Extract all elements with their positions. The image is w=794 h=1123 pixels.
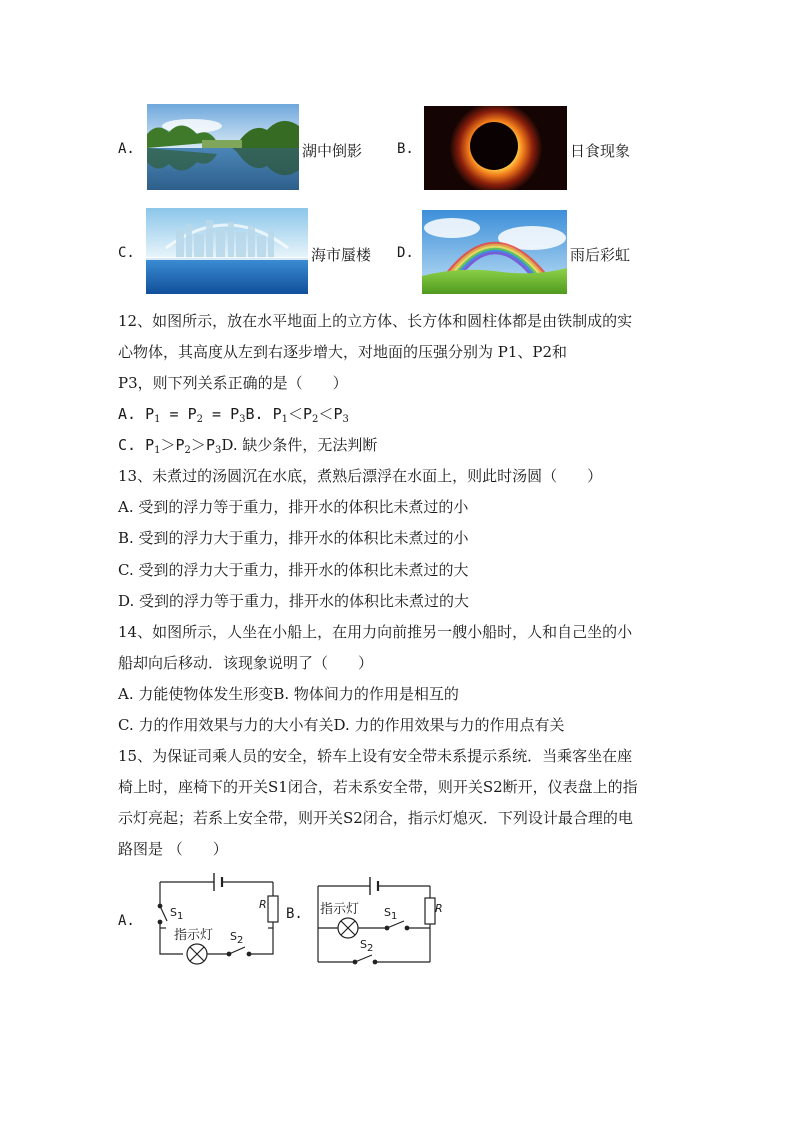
q12-option-a: A. $P_1 = P_2 = P_3B$. $P_1<P_2<P_3$: [118, 405, 349, 425]
option-d-caption: 雨后彩虹: [570, 246, 631, 264]
circuit-b-s2-label: $S_2$: [360, 938, 374, 954]
q13-option-c: C. 受到的浮力大于重力，排开水的体积比未煮过的大: [118, 561, 469, 579]
option-d-letter: D.: [397, 245, 414, 261]
option-c-letter: C.: [118, 245, 135, 261]
mirage-city-photo: [146, 208, 308, 294]
circuit-diagram-b: [308, 874, 443, 970]
q12-line-1: 12、如图所示，放在水平地面上的立方体、长方体和圆柱体都是由铁制成的实: [118, 312, 633, 330]
q15-line-1: 15、为保证司乘人员的安全，轿车上设有安全带未系提示系统．当乘客坐在座: [118, 747, 633, 765]
q14-line-3: A. 力能使物体发生形变B. 物体间力的作用是相互的: [118, 685, 459, 703]
circuit-b-lamp-label: 指示灯: [320, 902, 360, 917]
q13-option-a: A. 受到的浮力等于重力，排开水的体积比未煮过的小: [118, 498, 469, 516]
q15-line-3: 示灯亮起；若系上安全带，则开关S2闭合，指示灯熄灭．下列设计最合理的电: [118, 809, 633, 827]
q12-line-2: 心物体，其高度从左到右逐步增大，对地面的压强分别为 P1、P2和: [118, 343, 568, 361]
q14-line-2: 船却向后移动．该现象说明了（ ）: [118, 654, 374, 672]
q15-line-2: 椅上时，座椅下的开关S1闭合，若未系安全带，则开关S2断开，仪表盘上的指: [118, 778, 638, 796]
circuit-b-r-label: R: [435, 902, 443, 915]
q12-option-c: C. $P_1>P_2>P_3D$. 缺少条件，无法判断: [118, 436, 378, 456]
q15-line-4: 路图是 （ ）: [118, 840, 228, 858]
circuit-a-s2-label: $S_2$: [230, 930, 244, 946]
q13-stem: 13、未煮过的汤圆沉在水底，煮熟后漂浮在水面上，则此时汤圆（ ）: [118, 467, 603, 485]
option-b-caption: 日食现象: [570, 142, 631, 160]
circuit-diagram-a: [152, 868, 284, 966]
option-c-caption: 海市蜃楼: [311, 246, 372, 264]
option-b-letter: B.: [397, 141, 414, 157]
circuit-b-s1-label: $S_1$: [384, 906, 398, 922]
circuit-a-r-label: R: [259, 898, 267, 911]
q12-line-3: P3，则下列关系正确的是（ ）: [118, 374, 348, 392]
rainbow-photo: [422, 210, 567, 294]
q13-option-b: B. 受到的浮力大于重力，排开水的体积比未煮过的小: [118, 529, 469, 547]
q15-option-a-letter: A.: [118, 913, 135, 929]
lake-reflection-photo: [147, 104, 299, 190]
circuit-a-lamp-label: 指示灯: [174, 928, 214, 943]
option-a-caption: 湖中倒影: [302, 142, 363, 160]
option-a-letter: A.: [118, 141, 135, 157]
q14-line-1: 14、如图所示，人坐在小船上，在用力向前推另一艘小船时，人和自己坐的小: [118, 623, 633, 641]
q13-option-d: D. 受到的浮力等于重力，排开水的体积比未煮过的大: [118, 592, 470, 610]
q14-line-4: C. 力的作用效果与力的大小有关D. 力的作用效果与力的作用点有关: [118, 716, 565, 734]
circuit-a-s1-label: $S_1$: [170, 906, 184, 922]
q15-option-b-letter: B.: [286, 906, 303, 922]
solar-eclipse-photo: [424, 106, 567, 190]
